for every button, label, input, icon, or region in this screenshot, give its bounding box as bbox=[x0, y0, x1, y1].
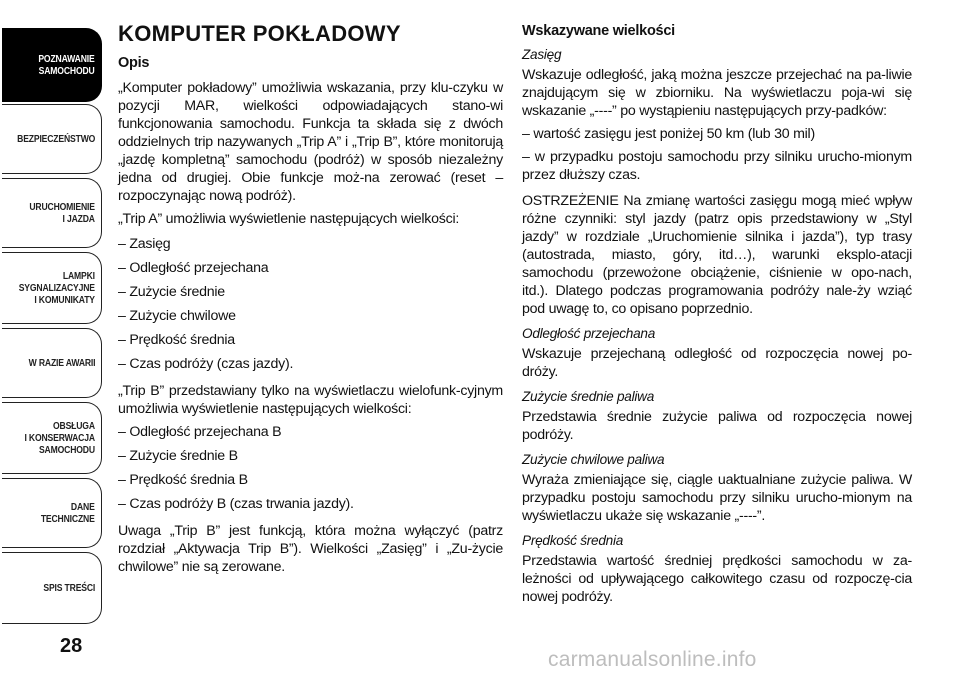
tab-obsluga-i-konserwacja[interactable] bbox=[2, 402, 102, 474]
list-item: – Zasięg bbox=[118, 236, 171, 252]
list-trip-b bbox=[118, 423, 503, 513]
paragraph-zasieg-case-2: – w przypadku postoju samochodu przy silniku urucho-mionym przez dłuższy czas. bbox=[522, 149, 912, 183]
tab-label: OBSŁUGA I KONSERWACJA SAMOCHODU bbox=[24, 420, 95, 456]
paragraph-zuzycie-chwilowe: Wyraża zmieniające się, ciągle uaktualniane zużycie paliwa. W przypadku postoju samochodu przy silniku urucho-mionym na wyświetlaczu ukaże się wskazanie „----”. bbox=[522, 472, 912, 524]
section-heading-wielkosci: Wskazywane wielkości bbox=[522, 23, 675, 39]
page-number: 28 bbox=[60, 635, 83, 657]
list-item: – Czas podróży B (czas trwania jazdy). bbox=[118, 496, 354, 512]
list-item: – Czas podróży (czas jazdy). bbox=[118, 356, 294, 372]
paragraph-zasieg-case-1: – wartość zasięgu jest poniżej 50 km (lub 30 mil) bbox=[522, 126, 815, 142]
tab-label: BEZPIECZEŃSTWO bbox=[16, 133, 95, 145]
paragraph-predkosc: Przedstawia wartość średniej prędkości samochodu w za-leżności od upływającego całkowitego czasu od rozpoczę-cia nowej podróży. bbox=[522, 553, 912, 605]
right-column bbox=[522, 22, 912, 611]
paragraph-note: Uwaga „Trip B” jest funkcją, która można wyłączyć (patrz rozdział „Aktywacja Trip B”). Wielkości „Zasięg” i „Zu-życie chwilowe” nie są zerowane. bbox=[118, 523, 503, 575]
tab-label: W RAZIE AWARII bbox=[28, 357, 95, 369]
tab-label: LAMPKI SYGNALIZACYJNE I KOMUNIKATY bbox=[18, 270, 95, 306]
left-column bbox=[118, 22, 503, 581]
paragraph-warning: OSTRZEŻENIE Na zmianę wartości zasięgu mogą mieć wpływ różne czynniki: styl jazdy (patrz opis przedstawiony w „Styl jazdy” w rozdziale „Uruchomienie silnika i jazda”), typ trasy (autostrada, miasto, góry, itd…), warunki eksplo-atacji samochodu (przewożone obciążenie, ciśnienie w opo-nach, itd.). Dlatego podczas programowania podróży nale-ży wziąć pod uwagę to, co opisano poprzednio. bbox=[522, 193, 912, 317]
tab-bezpieczenstwo[interactable] bbox=[2, 104, 102, 174]
list-item: – Prędkość średnia bbox=[118, 332, 235, 348]
tab-label: SPIS TREŚCI bbox=[43, 582, 95, 594]
subheading-zasieg: Zasięg bbox=[522, 47, 562, 62]
paragraph-trip-a: „Trip A” umożliwia wyświetlenie następujących wielkości: bbox=[118, 211, 460, 227]
paragraph-zuzycie-srednie: Przedstawia średnie zużycie paliwa od rozpoczęcia nowej podróży. bbox=[522, 409, 912, 443]
tab-label: DANE TECHNICZNE bbox=[41, 501, 95, 525]
section-tabs bbox=[0, 0, 106, 677]
tab-label: URUCHOMIENIE I JAZDA bbox=[29, 201, 95, 225]
watermark: carmanualsonline.info bbox=[548, 648, 757, 671]
subheading-odleglosc: Odległość przejechana bbox=[522, 326, 656, 341]
tab-dane-techniczne[interactable] bbox=[2, 478, 102, 548]
list-trip-a bbox=[118, 235, 503, 373]
list-item: – Odległość przejechana B bbox=[118, 424, 282, 440]
paragraph-trip-b: „Trip B” przedstawiany tylko na wyświetlaczu wielofunk-cyjnym umożliwia wyświetlenie następujących wielkości: bbox=[118, 383, 503, 417]
list-item: – Prędkość średnia B bbox=[118, 472, 248, 488]
list-item: – Zużycie chwilowe bbox=[118, 308, 236, 324]
section-heading-opis: Opis bbox=[118, 55, 150, 71]
page-title: KOMPUTER POKŁADOWY bbox=[118, 21, 401, 46]
subheading-zuzycie-srednie: Zużycie średnie paliwa bbox=[522, 389, 655, 404]
subheading-zuzycie-chwilowe: Zużycie chwilowe paliwa bbox=[522, 452, 665, 467]
tab-spis-tresci[interactable] bbox=[2, 552, 102, 624]
list-item: – Zużycie średnie bbox=[118, 284, 225, 300]
tab-lampki-sygnalizacyjne[interactable] bbox=[2, 252, 102, 324]
tab-w-razie-awarii[interactable] bbox=[2, 328, 102, 398]
list-item: – Odległość przejechana bbox=[118, 260, 269, 276]
tab-label: POZNAWANIE SAMOCHODU bbox=[38, 53, 95, 77]
paragraph-zasieg: Wskazuje odległość, jaką można jeszcze przejechać na pa-liwie znajdującym się w zbiorniku. Na wyświetlaczu poja-wi się wskazanie „----” po wystąpieniu następujących przy-padków: bbox=[522, 67, 912, 119]
tab-poznawanie-samochodu[interactable] bbox=[2, 28, 102, 102]
subheading-predkosc: Prędkość średnia bbox=[522, 533, 624, 548]
tab-uruchomienie-i-jazda[interactable] bbox=[2, 178, 102, 248]
paragraph-intro: „Komputer pokładowy” umożliwia wskazania, przy klu-czyku w pozycji MAR, wielkości odpowiadających stano-wi funkcjonowania samochodu. Funkcja ta składa się z dwóch oddzielnych trip nazywanych „Trip A” i „Trip B”, które monitorują „jazdę kompletną” samochodu (podróż) w sposób niezależny jedna od drugiej. Obie funkcje moż-na zerować (reset – rozpoczynając nową podróż). bbox=[118, 80, 503, 204]
paragraph-odleglosc: Wskazuje przejechaną odległość od rozpoczęcia nowej po-dróży. bbox=[522, 346, 912, 380]
list-item: – Zużycie średnie B bbox=[118, 448, 238, 464]
